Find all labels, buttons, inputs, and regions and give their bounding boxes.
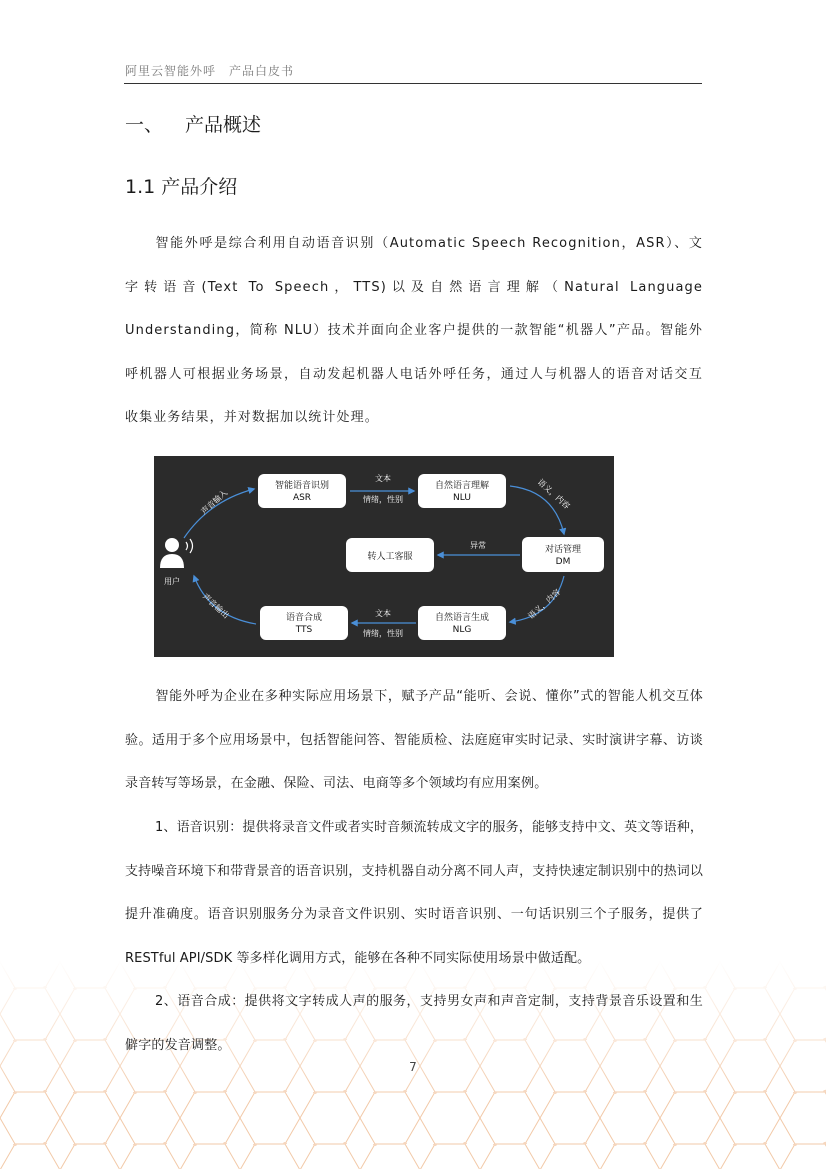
- label-text-bottom: 文本: [375, 609, 391, 618]
- label-semantic-bottom: 语义，内容: [526, 587, 563, 621]
- page-number: 7: [409, 1060, 417, 1074]
- nlu-box: [418, 474, 506, 508]
- system-architecture-diagram: [154, 456, 614, 657]
- label-exception: 异常: [470, 541, 486, 550]
- section-heading: [125, 110, 261, 137]
- paragraph-tts: 2、语音合成：提供将文字转成人声的服务，支持男女声和声音定制，支持背景音乐设置和生僻字的发音调整。: [125, 994, 703, 1053]
- label-voice-input: 声音输入: [199, 488, 230, 517]
- svg-text:自然语言生成: 自然语言生成: [434, 613, 490, 623]
- svg-text:自然语言理解: 自然语言理解: [434, 481, 490, 491]
- svg-text:NLU: NLU: [453, 493, 471, 503]
- label-semantic-top: 语义，内容: [535, 477, 572, 511]
- svg-text:ASR: ASR: [292, 493, 312, 503]
- svg-text:对话管理: 对话管理: [544, 545, 582, 555]
- svg-text:智能语音识别: 智能语音识别: [274, 481, 330, 491]
- paragraph-intro: 智能外呼是综合利用自动语音识别（Automatic Speech Recognition，ASR）、文字转语音(Text To Speech，TTS)以及自然语言理解（Natural Language Understanding，简称 NLU）技术并面向企业客户提供的一款智能“机器人”产品。智能外呼机器人可根据业务场景，自动发起机器人电话外呼任务，通过人与机器人的语音对话交互收集业务结果，并对数据加以统计处理。: [125, 236, 703, 425]
- user-icon: [160, 538, 193, 568]
- human-agent-box: [346, 538, 434, 572]
- dm-box: [522, 537, 604, 572]
- label-emotion-top: 情绪，性别: [363, 495, 403, 504]
- subsection-heading: 1.1 产品介绍: [125, 176, 238, 198]
- header-divider: [124, 83, 702, 84]
- svg-text:NLG: NLG: [452, 625, 472, 635]
- paragraph-asr: 1、语音识别：提供将录音文件或者实时音频流转成文字的服务，能够支持中文、英文等语种，支持噪音环境下和带背景音的语音识别，支持机器自动分离不同人声，支持快速定制识别中的热词以提升准确度。语音识别服务分为录音文件识别、实时语音识别、一句话识别三个子服务，提供了 RESTful API/SDK 等多样化调用方式，能够在各种不同实际使用场景中做适配。: [125, 820, 703, 966]
- running-header: 阿里云智能外呼 产品白皮书: [125, 64, 295, 78]
- nlg-box: [418, 606, 506, 640]
- label-voice-output: 声音输出: [200, 592, 231, 621]
- tts-box: [260, 606, 348, 640]
- user-label: 用户: [164, 577, 180, 586]
- asr-box: [258, 474, 346, 508]
- label-text-top: 文本: [375, 474, 391, 483]
- paragraph-experience: 智能外呼为企业在多种实际应用场景下，赋予产品“能听、会说、懂你”式的智能人机交互体验。适用于多个应用场景中，包括智能问答、智能质检、法庭庭审实时记录、实时演讲字幕、访谈录音转写等场景，在金融、保险、司法、电商等多个领域均有应用案例。: [125, 689, 703, 791]
- section-title: 产品概述: [185, 114, 262, 136]
- svg-text:转人工客服: 转人工客服: [367, 552, 413, 562]
- label-emotion-bottom: 情绪，性别: [363, 629, 403, 638]
- svg-text:DM: DM: [555, 557, 571, 567]
- svg-text:语音合成: 语音合成: [285, 613, 323, 623]
- svg-text:TTS: TTS: [295, 625, 313, 635]
- section-number: 一、: [125, 114, 164, 136]
